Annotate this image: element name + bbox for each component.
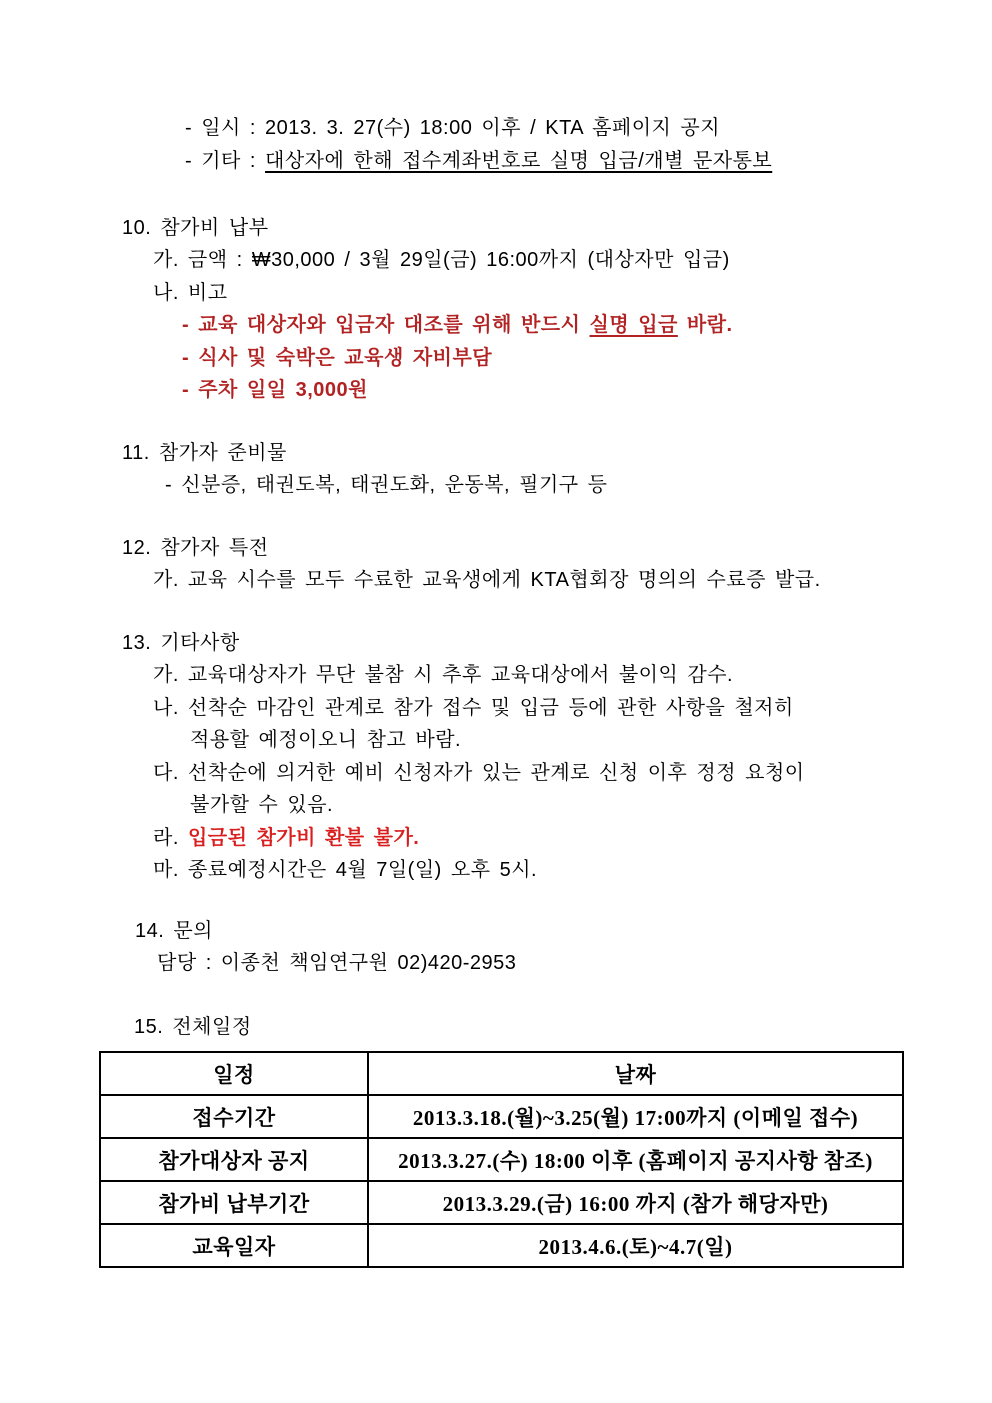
red-note-1-post: 바람. [677, 314, 733, 336]
table-cell-label: 참가비 납부기간 [100, 1181, 368, 1224]
section14-contact: 담당 : 이종천 책임연구원 02)420-2953 [157, 952, 517, 974]
intro-line-gita-prefix: - 기타 : [185, 150, 266, 172]
section13-item-ra [153, 825, 419, 851]
red-note-1-pre: - 교육 대상자와 입금자 대조를 위해 반드시 [182, 314, 590, 336]
intro-line-gita-underlined: 대상자에 한해 접수계좌번호로 실명 입금/개별 문자통보 [265, 150, 773, 172]
section11-heading: 11. 참가자 준비물 [122, 442, 287, 464]
schedule-table [99, 1051, 904, 1268]
item-ra-prefix: 라. [153, 827, 188, 849]
section13-item-na-line2: 적용할 예정이오니 참고 바람. [190, 729, 462, 751]
section10-red-note-3: - 주차 일일 3,000원 [182, 379, 368, 401]
section13-item-ma: 마. 종료예정시간은 4월 7일(일) 오후 5시. [153, 859, 538, 881]
section10-red-note-2: - 식사 및 숙박은 교육생 자비부담 [182, 347, 493, 369]
section12-item: 가. 교육 시수를 모두 수료한 교육생에게 KTA협회장 명의의 수료증 발급. [153, 569, 821, 591]
table-row [100, 1224, 903, 1267]
section13-item-da-line1: 다. 선착순에 의거한 예비 신청자가 있는 관계로 신청 이후 정정 요청이 [153, 762, 805, 784]
table-cell-label: 교육일자 [100, 1224, 368, 1267]
section15-heading: 15. 전체일정 [134, 1016, 252, 1038]
section11-item: - 신분증, 태권도복, 태권도화, 운동복, 필기구 등 [165, 474, 608, 496]
section14-heading: 14. 문의 [135, 920, 213, 942]
section13-heading: 13. 기타사항 [122, 632, 240, 654]
table-row [100, 1095, 903, 1138]
table-cell-value: 2013.3.29.(금) 16:00 까지 (참가 해당자만) [368, 1181, 903, 1224]
table-row [100, 1138, 903, 1181]
table-row [100, 1181, 903, 1224]
section12-heading: 12. 참가자 특전 [122, 537, 269, 559]
table-cell-label: 참가대상자 공지 [100, 1138, 368, 1181]
table-cell-value: 2013.3.18.(월)~3.25(월) 17:00까지 (이메일 접수) [368, 1095, 903, 1138]
red-note-1-underlined: 실명 입금 [589, 314, 678, 336]
intro-line-ilsi: - 일시 : 2013. 3. 27(수) 18:00 이후 / KTA 홈페이지 공지 [185, 117, 721, 139]
section10-item-ga: 가. 금액 : ₩30,000 / 3월 29일(금) 16:00까지 (대상자만 입금) [153, 249, 730, 271]
section10-item-na: 나. 비고 [153, 282, 228, 304]
section10-red-note-1 [182, 312, 733, 338]
table-cell-value: 2013.4.6.(토)~4.7(일) [368, 1224, 903, 1267]
section13-item-da-line2: 불가할 수 있음. [190, 794, 334, 816]
schedule-header-row [100, 1052, 903, 1095]
table-cell-value: 2013.3.27.(수) 18:00 이후 (홈페이지 공지사항 참조) [368, 1138, 903, 1181]
section13-item-ga: 가. 교육대상자가 무단 불참 시 추후 교육대상에서 불이익 감수. [153, 664, 734, 686]
table-cell-label: 접수기간 [100, 1095, 368, 1138]
section13-item-na-line1: 나. 선착순 마감인 관계로 참가 접수 및 입금 등에 관한 사항을 철저히 [153, 697, 794, 719]
item-ra-red-text: 입금된 참가비 환불 불가. [187, 827, 420, 849]
schedule-header-date: 날짜 [368, 1052, 903, 1095]
section10-heading: 10. 참가비 납부 [122, 217, 269, 239]
intro-line-gita [185, 148, 772, 174]
schedule-header-category: 일정 [100, 1052, 368, 1095]
